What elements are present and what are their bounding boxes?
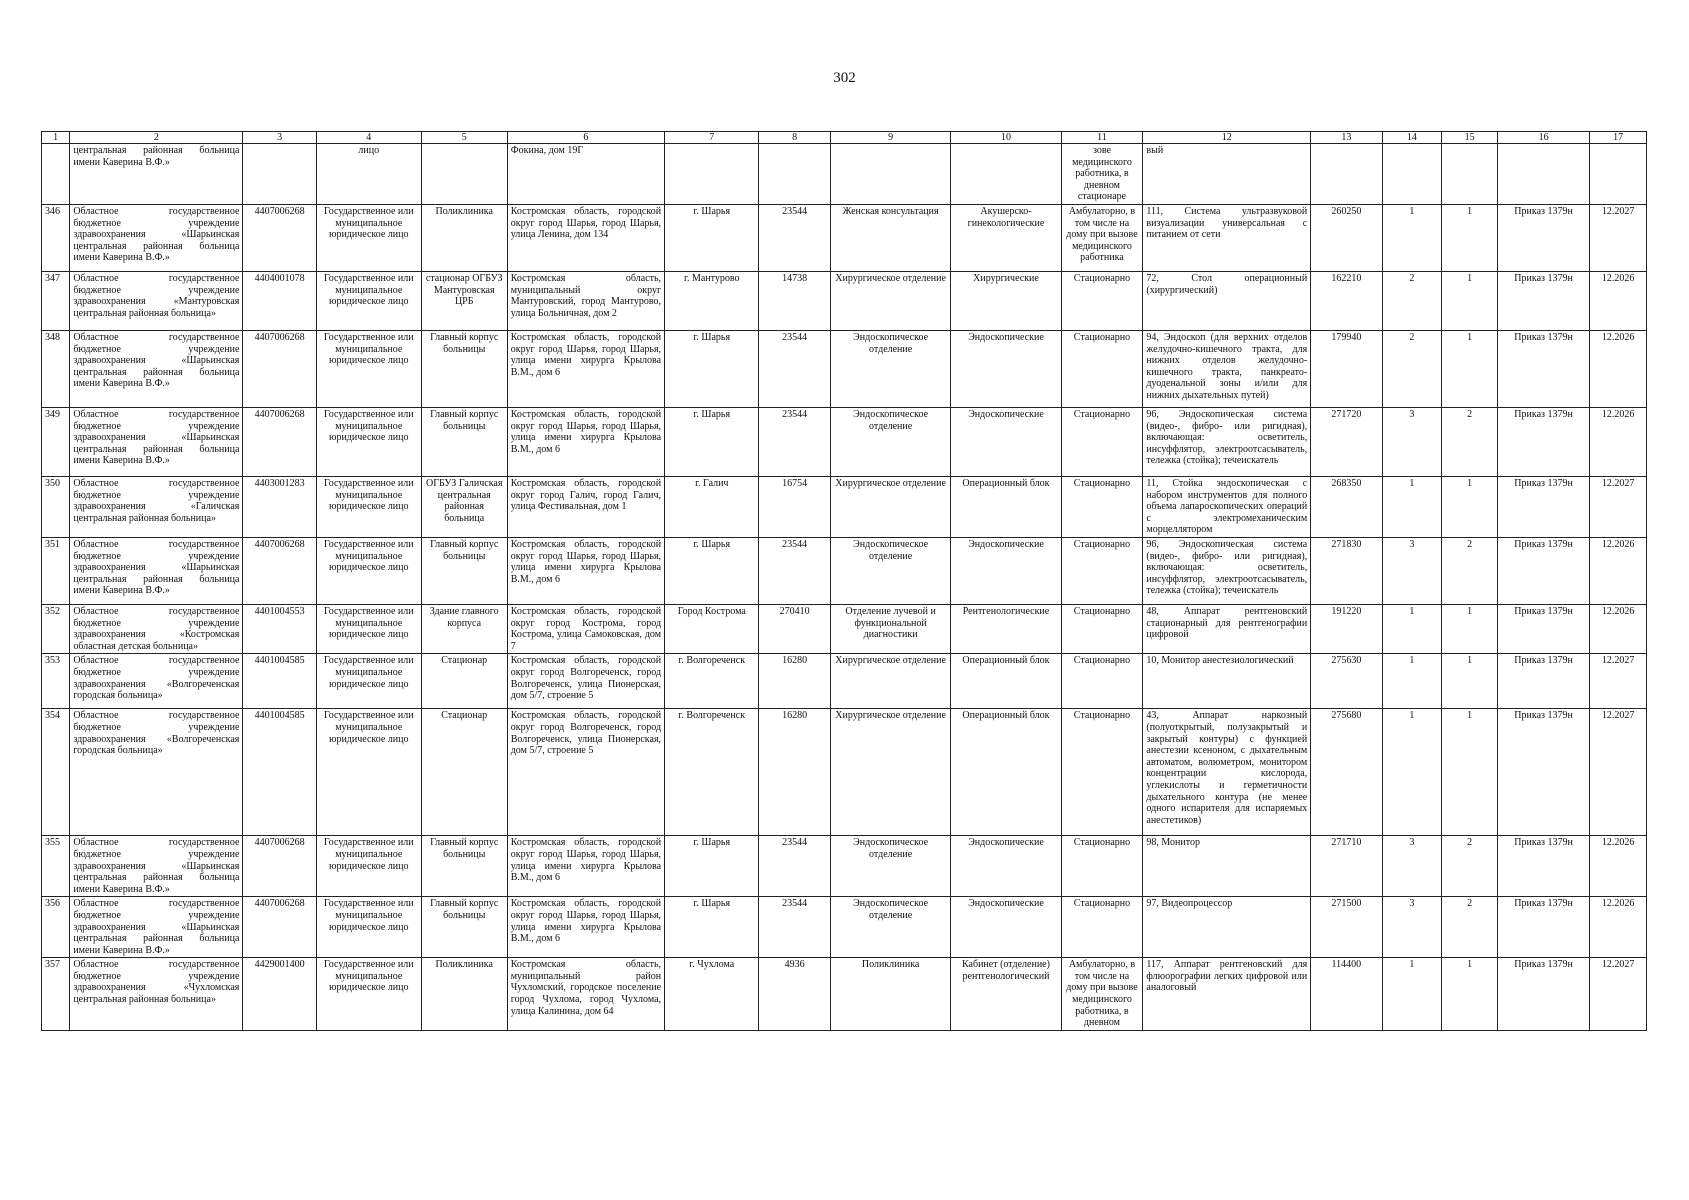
- table-cell: Операционный блок: [951, 709, 1061, 836]
- table-cell: Приказ 1379н: [1497, 477, 1589, 538]
- table-cell: 2: [1442, 408, 1498, 477]
- table-cell: вый: [1143, 144, 1311, 205]
- table-cell: Эндоскопическое отделение: [830, 836, 951, 897]
- table-cell: 4407006268: [243, 331, 316, 408]
- table-cell: 10, Монитор анестезиологический: [1143, 654, 1311, 709]
- table-row: [42, 836, 1647, 897]
- table-cell: 260250: [1311, 205, 1382, 272]
- table-cell: Государственное или муниципальное юридическое лицо: [316, 654, 421, 709]
- table-cell: Стационарно: [1061, 604, 1143, 653]
- column-header: 2: [70, 132, 243, 144]
- table-cell: Областное государственное бюджетное учреждение здравоохранения «Галичская центральная районная больница»: [70, 477, 243, 538]
- table-cell: 3: [1382, 537, 1442, 604]
- table-cell: 4407006268: [243, 836, 316, 897]
- table-cell: 1: [1442, 205, 1498, 272]
- column-header: 14: [1382, 132, 1442, 144]
- table-cell: Стационарно: [1061, 477, 1143, 538]
- table-cell: Стационар: [421, 654, 507, 709]
- column-header: 7: [665, 132, 759, 144]
- table-cell: 12.2026: [1590, 604, 1647, 653]
- table-cell: Главный корпус больницы: [421, 897, 507, 958]
- table-cell: Областное государственное бюджетное учреждение здравоохранения «Шарьинская центральная районная больница имени Каверина В.Ф.»: [70, 205, 243, 272]
- table-cell: 1: [1442, 958, 1498, 1031]
- table-cell: Стационарно: [1061, 836, 1143, 897]
- table-cell: 11, Стойка эндоскопическая с набором инструментов для полного объема лапароскопических операций с электромеханическим морцеллятором: [1143, 477, 1311, 538]
- table-cell: [759, 144, 830, 205]
- table-cell: Кабинет (отделение) рентгенологический: [951, 958, 1061, 1031]
- table-cell: 3: [1382, 836, 1442, 897]
- table-cell: Стационарно: [1061, 709, 1143, 836]
- column-header: 3: [243, 132, 316, 144]
- column-header: 5: [421, 132, 507, 144]
- table-cell: 1: [1382, 654, 1442, 709]
- table-cell: 12.2026: [1590, 897, 1647, 958]
- table-cell: Костромская область, муниципальный округ Мантуровский, город Мантурово, улица Больничная, дом 2: [507, 272, 664, 331]
- table-cell: [665, 144, 759, 205]
- table-cell: Приказ 1379н: [1497, 897, 1589, 958]
- table-cell: Костромская область, городской округ город Шарья, город Шарья, улица имени хирурга Крылова В.М., дом 6: [507, 408, 664, 477]
- table-cell: 12.2026: [1590, 331, 1647, 408]
- table-cell: 1: [1442, 709, 1498, 836]
- table-row: [42, 205, 1647, 272]
- table-cell: Хирургические: [951, 272, 1061, 331]
- column-header: 6: [507, 132, 664, 144]
- table-cell: Стационарно: [1061, 272, 1143, 331]
- table-cell: 4407006268: [243, 408, 316, 477]
- table-cell: 2: [1442, 836, 1498, 897]
- table-cell: 12.2027: [1590, 205, 1647, 272]
- table-cell: Стационарно: [1061, 897, 1143, 958]
- table-cell: лицо: [316, 144, 421, 205]
- table-cell: Стационарно: [1061, 408, 1143, 477]
- table-cell: Костромская область, городской округ город Волгореченск, город Волгореченск, улица Пионерская, дом 5/7, строение 5: [507, 654, 664, 709]
- table-cell: г. Мантурово: [665, 272, 759, 331]
- table-cell: Эндоскопическое отделение: [830, 897, 951, 958]
- table-cell: Эндоскопические: [951, 408, 1061, 477]
- table-row: [42, 958, 1647, 1031]
- table-cell: 355: [42, 836, 70, 897]
- column-header: 4: [316, 132, 421, 144]
- table-cell: 352: [42, 604, 70, 653]
- table-cell: 96, Эндоскопическая система (видео-, фибро- или ригидная), включающая: осветитель, инсуффлятор, электроотсасыватель, тележка (стойка); течеискатель: [1143, 537, 1311, 604]
- table-cell: Областное государственное бюджетное учреждение здравоохранения «Волгореченская городская больница»: [70, 654, 243, 709]
- table-cell: 271720: [1311, 408, 1382, 477]
- table-cell: Областное государственное бюджетное учреждение здравоохранения «Шарьинская центральная районная больница имени Каверина В.Ф.»: [70, 836, 243, 897]
- table-cell: [1442, 144, 1498, 205]
- table-cell: 1: [1442, 272, 1498, 331]
- column-header: 17: [1590, 132, 1647, 144]
- table-cell: Государственное или муниципальное юридическое лицо: [316, 958, 421, 1031]
- table-cell: [42, 144, 70, 205]
- table-cell: 48, Аппарат рентгеновский стационарный для рентгенографии цифровой: [1143, 604, 1311, 653]
- table-cell: 351: [42, 537, 70, 604]
- table-cell: 179940: [1311, 331, 1382, 408]
- table-cell: ОГБУЗ Галичская центральная районная больница: [421, 477, 507, 538]
- table-cell: 275630: [1311, 654, 1382, 709]
- table-cell: Главный корпус больницы: [421, 408, 507, 477]
- table-cell: Приказ 1379н: [1497, 604, 1589, 653]
- table-cell: зове медицинского работника, в дневном стационаре: [1061, 144, 1143, 205]
- table-cell: Государственное или муниципальное юридическое лицо: [316, 604, 421, 653]
- table-cell: г. Волгореченск: [665, 654, 759, 709]
- table-cell: Костромская область, муниципальный район Чухломский, городское поселение город Чухлома, город Чухлома, улица Калинина, дом 64: [507, 958, 664, 1031]
- table-cell: 271500: [1311, 897, 1382, 958]
- table-cell: 16280: [759, 654, 830, 709]
- column-header: 11: [1061, 132, 1143, 144]
- table-cell: Стационарно: [1061, 331, 1143, 408]
- table-cell: Государственное или муниципальное юридическое лицо: [316, 897, 421, 958]
- table-cell: 349: [42, 408, 70, 477]
- table-cell: 4936: [759, 958, 830, 1031]
- column-number-row: [42, 132, 1647, 144]
- table-cell: Главный корпус больницы: [421, 331, 507, 408]
- table-cell: Областное государственное бюджетное учреждение здравоохранения «Волгореченская городская больница»: [70, 709, 243, 836]
- table-cell: 1: [1442, 331, 1498, 408]
- table-cell: Главный корпус больницы: [421, 836, 507, 897]
- table-cell: 12.2027: [1590, 654, 1647, 709]
- table-row: [42, 408, 1647, 477]
- table-cell: 94, Эндоскоп (для верхних отделов желудочно-кишечного тракта, для нижних отделов желудочно-кишечного тракта, панкреато-дуоденальной зоны и/или для нижних дыхательных путей): [1143, 331, 1311, 408]
- table-cell: 4401004553: [243, 604, 316, 653]
- table-cell: [1311, 144, 1382, 205]
- table-cell: 111, Система ультразвуковой визуализации универсальная с питанием от сети: [1143, 205, 1311, 272]
- equipment-registry-table: [41, 131, 1647, 1031]
- table-cell: Областное государственное бюджетное учреждение здравоохранения «Шарьинская центральная районная больница имени Каверина В.Ф.»: [70, 897, 243, 958]
- table-cell: 12.2026: [1590, 408, 1647, 477]
- table-cell: 12.2026: [1590, 537, 1647, 604]
- table-cell: 3: [1382, 408, 1442, 477]
- column-header: 1: [42, 132, 70, 144]
- table-cell: Областное государственное бюджетное учреждение здравоохранения «Костромская областная детская больница»: [70, 604, 243, 653]
- table-cell: Приказ 1379н: [1497, 331, 1589, 408]
- table-cell: Приказ 1379н: [1497, 205, 1589, 272]
- table-cell: [421, 144, 507, 205]
- table-cell: Костромская область, городской округ город Шарья, город Шарья, улица Ленина, дом 134: [507, 205, 664, 272]
- column-header: 10: [951, 132, 1061, 144]
- table-cell: Стационарно: [1061, 537, 1143, 604]
- table-cell: 43, Аппарат наркозный (полуоткрытый, полузакрытый и закрытый контуры) с функцией анестезии ксеноном, с дыхательным автоматом, волюметром, монитором концентрации кислорода, углекислоты и герметичности дыхательного контура (не менее одного испарителя для испаряемых анестетиков): [1143, 709, 1311, 836]
- table-cell: Государственное или муниципальное юридическое лицо: [316, 836, 421, 897]
- table-cell: Женская консультация: [830, 205, 951, 272]
- table-cell: Эндоскопические: [951, 537, 1061, 604]
- table-cell: 2: [1442, 537, 1498, 604]
- table-cell: 2: [1382, 272, 1442, 331]
- table-cell: Хирургическое отделение: [830, 272, 951, 331]
- table-cell: Приказ 1379н: [1497, 709, 1589, 836]
- table-row: [42, 709, 1647, 836]
- table-cell: 1: [1442, 654, 1498, 709]
- table-cell: Город Кострома: [665, 604, 759, 653]
- table-cell: Поликлиника: [421, 205, 507, 272]
- table-row: [42, 654, 1647, 709]
- table-cell: Костромская область, городской округ город Кострома, город Кострома, улица Самоковская, дом 7: [507, 604, 664, 653]
- table-cell: Отделение лучевой и функциональной диагностики: [830, 604, 951, 653]
- table-cell: [951, 144, 1061, 205]
- table-cell: Поликлиника: [830, 958, 951, 1031]
- table-cell: [830, 144, 951, 205]
- table-row: [42, 897, 1647, 958]
- table-cell: 23544: [759, 897, 830, 958]
- table-cell: Эндоскопические: [951, 331, 1061, 408]
- table-cell: [1382, 144, 1442, 205]
- table-cell: г. Чухлома: [665, 958, 759, 1031]
- column-header: 9: [830, 132, 951, 144]
- table-cell: [243, 144, 316, 205]
- table-cell: Костромская область, городской округ город Галич, город Галич, улица Фестивальная, дом 1: [507, 477, 664, 538]
- column-header: 13: [1311, 132, 1382, 144]
- table-cell: Эндоскопическое отделение: [830, 331, 951, 408]
- column-header: 8: [759, 132, 830, 144]
- table-cell: 23544: [759, 537, 830, 604]
- table-cell: Приказ 1379н: [1497, 836, 1589, 897]
- table-cell: Операционный блок: [951, 477, 1061, 538]
- table-cell: 12.2027: [1590, 958, 1647, 1031]
- table-cell: 4429001400: [243, 958, 316, 1031]
- table-cell: Приказ 1379н: [1497, 958, 1589, 1031]
- table-cell: Стационар: [421, 709, 507, 836]
- table-cell: 1: [1442, 604, 1498, 653]
- table-cell: Государственное или муниципальное юридическое лицо: [316, 272, 421, 331]
- table-cell: 2: [1442, 897, 1498, 958]
- table-cell: Эндоскопическое отделение: [830, 408, 951, 477]
- table-cell: Областное государственное бюджетное учреждение здравоохранения «Шарьинская центральная районная больница имени Каверина В.Ф.»: [70, 408, 243, 477]
- table-row: [42, 272, 1647, 331]
- table-cell: Рентгенологические: [951, 604, 1061, 653]
- table-cell: 348: [42, 331, 70, 408]
- table-row: [42, 604, 1647, 653]
- table-cell: Государственное или муниципальное юридическое лицо: [316, 477, 421, 538]
- table-cell: 346: [42, 205, 70, 272]
- table-cell: 4404001078: [243, 272, 316, 331]
- table-cell: Фокина, дом 19Г: [507, 144, 664, 205]
- continuation-row: [42, 144, 1647, 205]
- table-cell: г. Шарья: [665, 836, 759, 897]
- table-cell: Эндоскопическое отделение: [830, 537, 951, 604]
- table-cell: 1: [1442, 477, 1498, 538]
- table-cell: Областное государственное бюджетное учреждение здравоохранения «Шарьинская центральная районная больница имени Каверина В.Ф.»: [70, 331, 243, 408]
- table-cell: Государственное или муниципальное юридическое лицо: [316, 331, 421, 408]
- table-cell: 97, Видеопроцессор: [1143, 897, 1311, 958]
- table-cell: Приказ 1379н: [1497, 272, 1589, 331]
- table-cell: Костромская область, городской округ город Шарья, город Шарья, улица имени хирурга Крылова В.М., дом 6: [507, 897, 664, 958]
- table-cell: 14738: [759, 272, 830, 331]
- table-cell: Амбулаторно, в том числе на дому при вызове медицинского работника, в дневном: [1061, 958, 1143, 1031]
- table-cell: Эндоскопические: [951, 897, 1061, 958]
- table-cell: г. Галич: [665, 477, 759, 538]
- table-cell: Костромская область, городской округ город Шарья, город Шарья, улица имени хирурга Крылова В.М., дом 6: [507, 331, 664, 408]
- table-cell: Государственное или муниципальное юридическое лицо: [316, 537, 421, 604]
- table-cell: 2: [1382, 331, 1442, 408]
- table-row: [42, 537, 1647, 604]
- table-cell: Приказ 1379н: [1497, 537, 1589, 604]
- table-cell: 268350: [1311, 477, 1382, 538]
- table-cell: г. Шарья: [665, 537, 759, 604]
- table-cell: 4401004585: [243, 654, 316, 709]
- table-cell: 271710: [1311, 836, 1382, 897]
- table-cell: 12.2027: [1590, 477, 1647, 538]
- table-cell: 1: [1382, 477, 1442, 538]
- column-header: 12: [1143, 132, 1311, 144]
- table-cell: Поликлиника: [421, 958, 507, 1031]
- table-cell: [1497, 144, 1589, 205]
- table-cell: Государственное или муниципальное юридическое лицо: [316, 205, 421, 272]
- table-cell: центральная районная больница имени Каверина В.Ф.»: [70, 144, 243, 205]
- table-cell: Государственное или муниципальное юридическое лицо: [316, 709, 421, 836]
- table-cell: 350: [42, 477, 70, 538]
- table-cell: 96, Эндоскопическая система (видео-, фибро- или ригидная), включающая: осветитель, инсуффлятор, электроотсасыватель, тележка (стойка); течеискатель: [1143, 408, 1311, 477]
- table-cell: 16280: [759, 709, 830, 836]
- table-cell: Хирургическое отделение: [830, 477, 951, 538]
- table-cell: [1590, 144, 1647, 205]
- table-cell: 271830: [1311, 537, 1382, 604]
- table-cell: Здание главного корпуса: [421, 604, 507, 653]
- table-cell: Костромская область, городской округ город Шарья, город Шарья, улица имени хирурга Крылова В.М., дом 6: [507, 836, 664, 897]
- table-cell: 1: [1382, 205, 1442, 272]
- table-cell: Операционный блок: [951, 654, 1061, 709]
- table-cell: 347: [42, 272, 70, 331]
- table-cell: Хирургическое отделение: [830, 709, 951, 836]
- table-cell: 191220: [1311, 604, 1382, 653]
- table-cell: 162210: [1311, 272, 1382, 331]
- column-header: 16: [1497, 132, 1589, 144]
- table-cell: 1: [1382, 958, 1442, 1031]
- table-cell: стационар ОГБУЗ Мантуровская ЦРБ: [421, 272, 507, 331]
- table-cell: 12.2026: [1590, 836, 1647, 897]
- table-cell: 12.2027: [1590, 709, 1647, 836]
- table-cell: Хирургическое отделение: [830, 654, 951, 709]
- table-cell: г. Шарья: [665, 897, 759, 958]
- table-cell: 117, Аппарат рентгеновский для флюорографии легких цифровой или аналоговый: [1143, 958, 1311, 1031]
- table-cell: Приказ 1379н: [1497, 408, 1589, 477]
- table-cell: г. Шарья: [665, 408, 759, 477]
- table-cell: Главный корпус больницы: [421, 537, 507, 604]
- table-cell: 23544: [759, 836, 830, 897]
- table-cell: 4407006268: [243, 537, 316, 604]
- table-cell: 23544: [759, 408, 830, 477]
- table-cell: Акушерско-гинекологические: [951, 205, 1061, 272]
- page-number: 302: [833, 70, 856, 86]
- table-cell: 356: [42, 897, 70, 958]
- table-cell: 4407006268: [243, 897, 316, 958]
- table-cell: 3: [1382, 897, 1442, 958]
- table-cell: 4407006268: [243, 205, 316, 272]
- table-cell: 1: [1382, 709, 1442, 836]
- table-cell: Костромская область, городской округ город Шарья, город Шарья, улица имени хирурга Крылова В.М., дом 6: [507, 537, 664, 604]
- table-cell: 114400: [1311, 958, 1382, 1031]
- table-cell: 16754: [759, 477, 830, 538]
- table-cell: 12.2026: [1590, 272, 1647, 331]
- table-cell: 4401004585: [243, 709, 316, 836]
- table-row: [42, 331, 1647, 408]
- table-cell: 357: [42, 958, 70, 1031]
- table-cell: 72, Стол операционный (хирургический): [1143, 272, 1311, 331]
- table-cell: 23544: [759, 331, 830, 408]
- table-cell: Эндоскопические: [951, 836, 1061, 897]
- table-cell: 275680: [1311, 709, 1382, 836]
- table-cell: Приказ 1379н: [1497, 654, 1589, 709]
- table-cell: Государственное или муниципальное юридическое лицо: [316, 408, 421, 477]
- table-cell: 270410: [759, 604, 830, 653]
- table-cell: 4403001283: [243, 477, 316, 538]
- table-cell: 98, Монитор: [1143, 836, 1311, 897]
- table-row: [42, 477, 1647, 538]
- table-cell: Областное государственное бюджетное учреждение здравоохранения «Шарьинская центральная районная больница имени Каверина В.Ф.»: [70, 537, 243, 604]
- table-cell: 1: [1382, 604, 1442, 653]
- table-cell: Областное государственное бюджетное учреждение здравоохранения «Мантуровская центральная районная больница»: [70, 272, 243, 331]
- column-header: 15: [1442, 132, 1498, 144]
- table-cell: г. Волгореченск: [665, 709, 759, 836]
- table-cell: Амбулаторно, в том числе на дому при вызове медицинского работника: [1061, 205, 1143, 272]
- table-cell: 23544: [759, 205, 830, 272]
- table-cell: 353: [42, 654, 70, 709]
- table-cell: г. Шарья: [665, 205, 759, 272]
- table-cell: 354: [42, 709, 70, 836]
- table-cell: г. Шарья: [665, 331, 759, 408]
- table-cell: Костромская область, городской округ город Волгореченск, город Волгореченск, улица Пионерская, дом 5/7, строение 5: [507, 709, 664, 836]
- table-cell: Областное государственное бюджетное учреждение здравоохранения «Чухломская центральная районная больница»: [70, 958, 243, 1031]
- table-cell: Стационарно: [1061, 654, 1143, 709]
